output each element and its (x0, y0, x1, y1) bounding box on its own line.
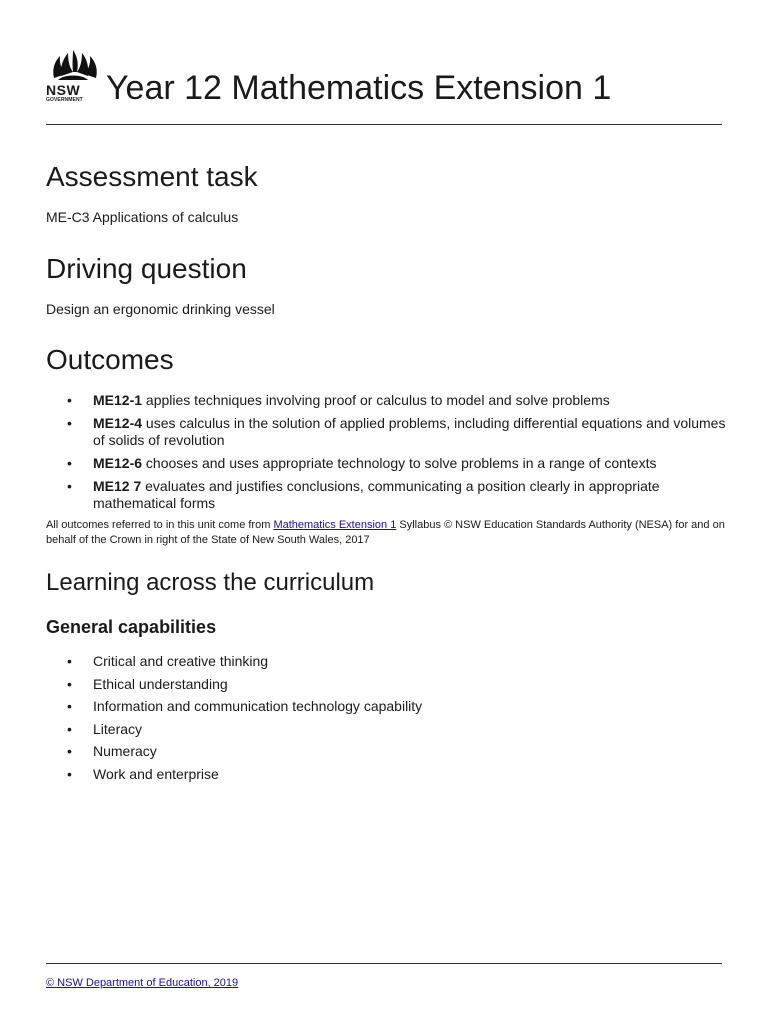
note-prefix: All outcomes referred to in this unit come from (46, 519, 274, 531)
outcome-text: uses calculus in the solution of applied problems, including differential equations and volumes of solids of revolution (93, 415, 726, 448)
list-item: • Literacy (46, 721, 422, 738)
driving-question-heading: Driving question (46, 253, 247, 284)
syllabus-link[interactable]: Mathematics Extension 1 (273, 519, 397, 531)
driving-question-text: Design an ergonomic drinking vessel (46, 301, 275, 317)
list-item: • Numeracy (46, 743, 422, 760)
list-item: • Critical and creative thinking (46, 653, 422, 670)
logo-nsw-text: NSW (46, 82, 81, 98)
outcome-code: ME12-1 (93, 392, 143, 408)
outcome-code: ME12-6 (93, 455, 143, 471)
list-item: • Information and communication technology capability (46, 698, 422, 715)
outcome-item (46, 392, 726, 409)
logo-government-text: GOVERNMENT (46, 97, 83, 103)
header-divider (46, 124, 722, 125)
list-item: • Ethical understanding (46, 676, 422, 693)
assessment-heading: Assessment task (46, 161, 258, 192)
outcome-text: evaluates and justifies conclusions, communicating a position clearly in appropriate mathematical forms (93, 478, 660, 511)
assessment-text: ME-C3 Applications of calculus (46, 209, 239, 225)
outcomes-source-note (46, 518, 726, 548)
outcome-code: ME12-4 (93, 415, 143, 431)
page-header (46, 46, 722, 108)
nsw-government-logo (46, 50, 100, 104)
outcomes-list (46, 392, 726, 518)
waratah-icon (46, 50, 100, 82)
outcome-item (46, 478, 726, 512)
document-title: Year 12 Mathematics Extension 1 (106, 69, 612, 107)
curriculum-heading: Learning across the curriculum (46, 569, 375, 596)
capabilities-list (46, 653, 422, 789)
outcome-text: chooses and uses appropriate technology to solve problems in a range of contexts (142, 455, 657, 471)
list-item: • Work and enterprise (46, 766, 422, 783)
general-capabilities-heading: General capabilities (46, 617, 217, 637)
copyright-link[interactable]: © NSW Department of Education, 2019 (46, 977, 239, 989)
footer-divider (46, 963, 722, 964)
outcome-item (46, 455, 726, 472)
outcomes-heading: Outcomes (46, 344, 174, 375)
outcome-text: applies techniques involving proof or calculus to model and solve problems (142, 392, 610, 408)
outcome-code: ME12 7 (93, 478, 142, 494)
outcome-item (46, 415, 726, 449)
note-suffix: Syllabus © NSW Education Standards Authority (NESA) for and on behalf of the Crown in right of the State of New South Wales, 2017 (46, 519, 725, 546)
